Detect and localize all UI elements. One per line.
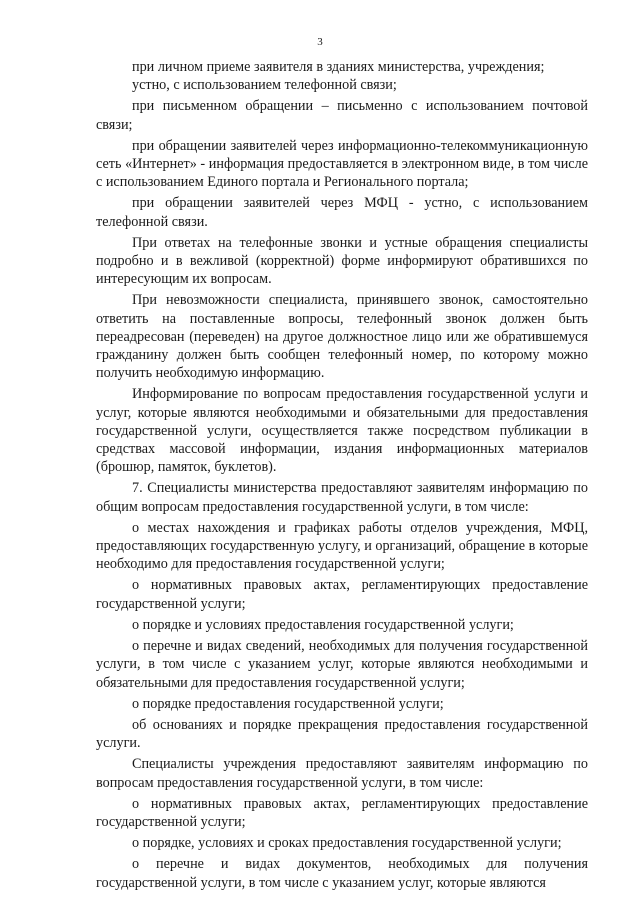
paragraph: Информирование по вопросам предоставления государственной услуги и услуг, которые являются необходимыми и обязательными для предоставления государственной услуги, осуществляется также посредством публикации в средствах массовой информации, издания информационных материалов (брошюр, памяток, буклетов). [96, 386, 588, 476]
paragraph: При невозможности специалиста, принявшего звонок, самостоятельно ответить на поставленные вопросы, телефонный звонок должен быть переадресован (переведен) на другое должностное лицо или же обратившемуся гражданину должен быть сообщен телефонный номер, по которому можно получить необходимую информацию. [96, 292, 588, 382]
paragraph: при обращении заявителей через информационно-телекоммуникационную сеть «Интернет» - информация предоставляется в электронном виде, в том числе с использованием Единого портала и Регионального портала; [96, 137, 588, 191]
paragraph: о нормативных правовых актах, регламентирующих предоставление государственной услуги; [96, 795, 588, 830]
paragraph: 7. Специалисты министерства предоставляют заявителям информацию по общим вопросам предоставления государственной услуги, в том числе: [96, 480, 588, 515]
paragraph: о местах нахождения и графиках работы отделов учреждения, МФЦ, предоставляющих государственную услугу, и организаций, обращение в которые необходимо для предоставления государственной услуги; [96, 519, 588, 573]
page-number: 3 [317, 36, 323, 48]
paragraph: при обращении заявителей через МФЦ - устно, с использованием телефонной связи. [96, 195, 588, 230]
paragraph: о перечне и видах документов, необходимых для получения государственной услуги, в том числе с указанием услуг, которые являются [96, 856, 588, 891]
document-body [96, 58, 588, 892]
paragraph: о нормативных правовых актах, регламентирующих предоставление государственной услуги; [96, 577, 588, 612]
paragraph: устно, с использованием телефонной связи; [132, 77, 397, 94]
paragraph: о перечне и видах сведений, необходимых для получения государственной услуги, в том числе с указанием услуг, которые являются необходимыми и обязательными для предоставления государственной услуги; [96, 638, 588, 691]
paragraph: Специалисты учреждения предоставляют заявителям информацию по вопросам предоставления государственной услуги, в том числе: [96, 756, 588, 791]
paragraph: об основаниях и порядке прекращения предоставления государственной услуги. [96, 716, 588, 752]
paragraph: о порядке и условиях предоставления государственной услуги; [132, 616, 514, 633]
paragraph: При ответах на телефонные звонки и устные обращения специалисты подробно и в вежливой (корректной) форме информируют обратившихся по интересующим их вопросам. [96, 234, 588, 288]
paragraph: при письменном обращении – письменно с использованием почтовой связи; [96, 98, 588, 133]
paragraph: о порядке предоставления государственной услуги; [132, 695, 444, 712]
paragraph: при личном приеме заявителя в зданиях министерства, учреждения; [132, 59, 545, 75]
paragraph: о порядке, условиях и сроках предоставления государственной услуги; [132, 835, 562, 852]
